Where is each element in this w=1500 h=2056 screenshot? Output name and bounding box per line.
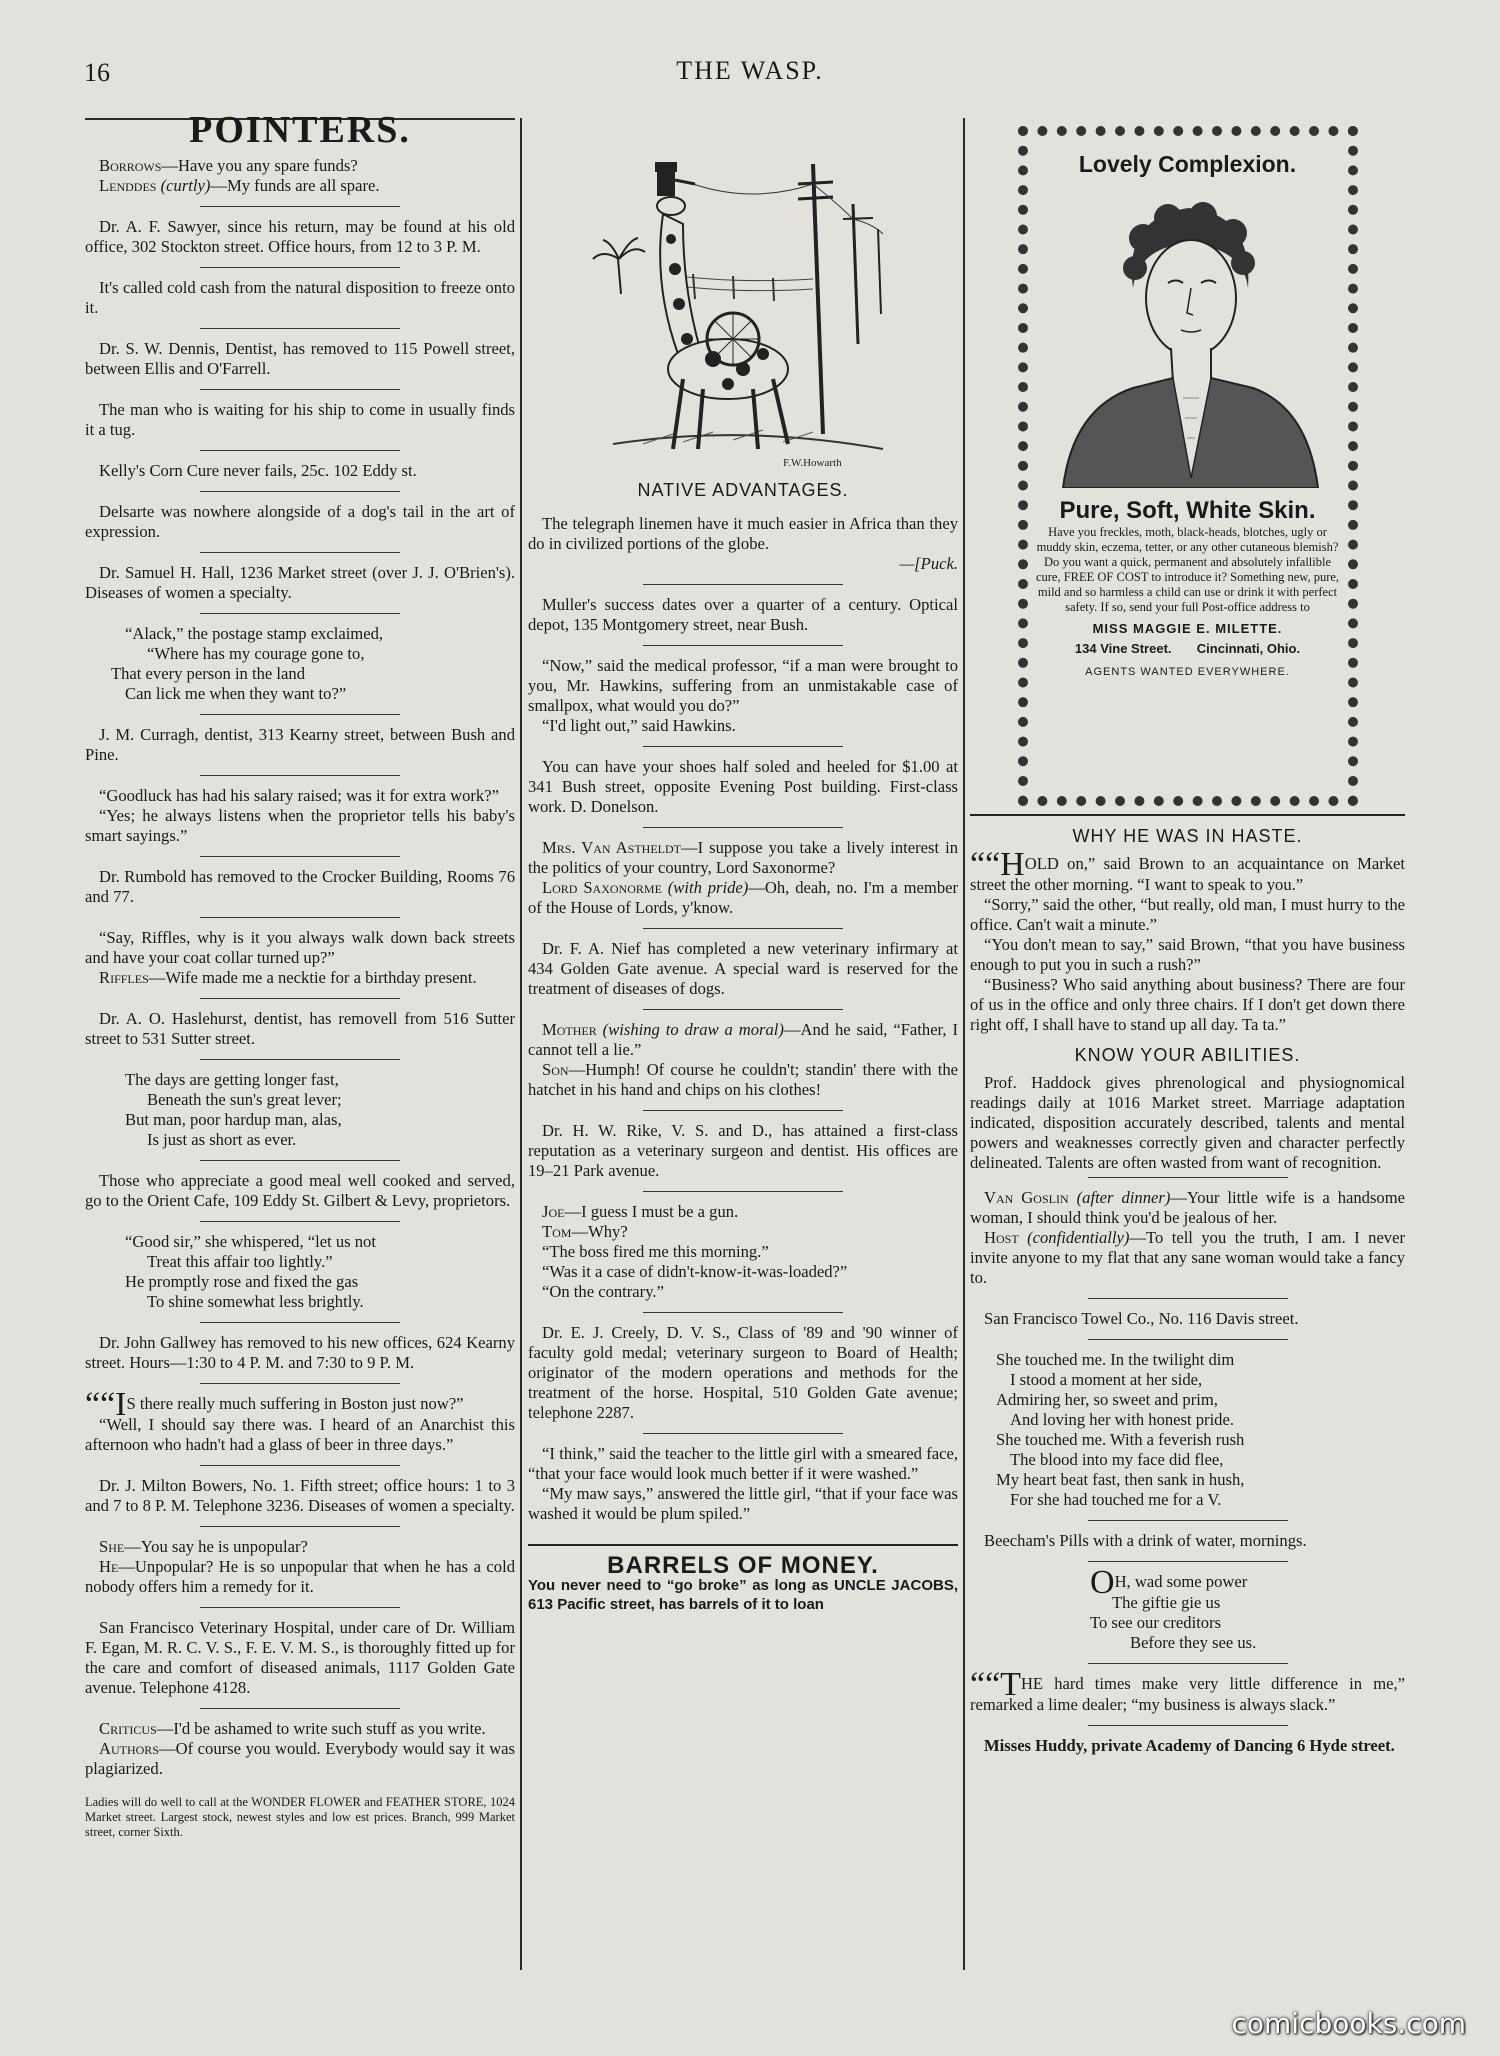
separator: [643, 928, 843, 929]
barrels-rule: [528, 1544, 958, 1546]
separator: [1088, 1298, 1288, 1299]
haste-first-para: ““HOLD on,” said Brown to an acquaintance on Market street the other morning. “I want to speak to you.”: [970, 846, 1405, 894]
dialog-text: “The boss fired me this morning.”: [542, 1242, 769, 1261]
paragraph: Dr. John Gallwey has removed to his new offices, 624 Kearny street. Hours—1:30 to 4 P. M. and 7:30 to 9 P. M.: [85, 1333, 515, 1372]
paragraph: “Yes; he always listens when the proprietor tells his baby's smart sayings.”: [85, 806, 515, 845]
speaker: Borrows: [99, 156, 162, 175]
credit: —[Puck.: [899, 554, 958, 573]
paragraph: “My maw says,” answered the little girl, “that if your face was washed it would be plum spiled.”: [528, 1484, 958, 1523]
poem-line: The blood into my face did flee,: [1010, 1450, 1224, 1469]
speaker: Tom: [542, 1222, 572, 1241]
pointer-item: [85, 780, 515, 852]
poem-line: Beneath the sun's great lever;: [147, 1090, 342, 1109]
pointer-item: [528, 1115, 958, 1187]
column-divider-1: [520, 118, 522, 1970]
paragraph: Dr. H. W. Rike, V. S. and D., has attained a first-class reputation as a veterinary surgeon and dentist. His offices are 19–21 Park avenue.: [528, 1121, 958, 1180]
haste-paragraph: “Sorry,” said the other, “but really, old man, I must hurry to the office. Can't wait a minute.”: [970, 895, 1405, 934]
dialog-text: —Humph! Of course he couldn't; standin' there with the hatchet in his hand and chips on his clothes!: [528, 1060, 958, 1099]
separator: [643, 584, 843, 585]
poem-line: Is just as short as ever.: [147, 1130, 297, 1149]
separator: [1088, 1520, 1288, 1521]
towel-notice: San Francisco Towel Co., No. 116 Davis street.: [984, 1309, 1299, 1328]
dialog-line: [85, 1719, 515, 1739]
paragraph: Dr. E. J. Creely, D. V. S., Class of '89 and '90 winner of faculty gold medal; veterinary surgeon to Board of Health; originator of the modern operations and methods for the treatment of the horse. Hospital, 510 Golden Gate avenue; telephone 2287.: [528, 1323, 958, 1422]
pointer-item: [85, 1327, 515, 1379]
pointer-item: [85, 1713, 515, 1785]
separator: [200, 856, 400, 857]
paragraph: Dr. Samuel H. Hall, 1236 Market street (over J. J. O'Brien's). Diseases of women a specialty.: [85, 563, 515, 602]
dialog-line: [528, 838, 958, 878]
page-number: 16: [84, 58, 110, 87]
column-divider-2: [963, 118, 965, 1970]
poem-line: “Good sir,” she whispered, “let us not: [125, 1232, 376, 1251]
paragraph: “Now,” said the medical professor, “if a man were brought to you, Mr. Hawkins, suffering from an unmistakable case of smallpox, what would you do?”: [528, 656, 958, 715]
dialog-text: “Say, Riffles, why is it you always walk down back streets and have your coat collar turned up?”: [85, 928, 515, 967]
dialog-text: —I guess I must be a gun.: [564, 1202, 739, 1221]
pointer-item: [85, 150, 515, 202]
paragraph: “I think,” said the teacher to the little girl with a smeared face, “that your face would look much better if it were washed.”: [528, 1444, 958, 1483]
haste-paragraph: “You don't mean to say,” said Brown, “that you have business enough to put you in such a rush?”: [970, 935, 1405, 974]
pointer-item: [85, 1470, 515, 1522]
pointer-item: [85, 618, 515, 710]
pointers-title: POINTERS.: [189, 109, 411, 151]
stage-direction: (wishing to draw a moral): [602, 1020, 784, 1039]
wad-line-2: The giftie gie us: [1112, 1593, 1221, 1612]
separator: [1088, 1339, 1288, 1340]
separator: [200, 917, 400, 918]
pointer-item: [528, 933, 958, 1005]
poem-line: “Alack,” the postage stamp exclaimed,: [125, 624, 384, 643]
dialog-line: [528, 1202, 958, 1222]
dialog-line: [85, 1739, 515, 1779]
dialog-line: [528, 1282, 958, 1302]
speaker: Host: [984, 1228, 1019, 1247]
separator: [200, 328, 400, 329]
paragraph: Dr. A. F. Sawyer, since his return, may be found at his old office, 302 Stockton street. Office hours, from 12 to 3 P. M.: [85, 217, 515, 256]
dialog-line: [85, 176, 515, 196]
haste-paragraph: “Business? Who said anything about business? There are four of us in the office and only three chairs. If I don't get down there right off, I shall have to stand up all day. Ta ta.”: [970, 975, 1405, 1034]
pointer-item: [85, 1165, 515, 1217]
pointer-item: [85, 1003, 515, 1055]
dialog-line: [85, 1557, 515, 1597]
dialog-line: [528, 1020, 958, 1060]
beecham-notice: Beecham's Pills with a drink of water, mornings.: [984, 1531, 1307, 1550]
pointer-item: [528, 751, 958, 823]
separator: [200, 1465, 400, 1466]
poem-line: Treat this affair too lightly.”: [147, 1252, 333, 1271]
pointer-item: [85, 1064, 515, 1156]
woman-portrait-illustration: [1043, 178, 1333, 488]
dialog-text: “On the contrary.”: [542, 1282, 664, 1301]
pointer-item: [85, 1531, 515, 1603]
dialog-line: [528, 1060, 958, 1100]
paragraph-text: S there really much suffering in Boston just now?”: [126, 1394, 464, 1413]
wad-dropcap: O: [1090, 1564, 1115, 1601]
paragraph: Dr. J. Milton Bowers, No. 1. Fifth street; office hours: 1 to 3 and 7 to 8 P. M. Telephone 3236. Diseases of women a specialty.: [85, 1476, 515, 1515]
wad-line-1: H, wad some power: [1114, 1572, 1248, 1591]
advert-subhead: Pure, Soft, White Skin.: [1059, 497, 1316, 524]
separator: [200, 1526, 400, 1527]
dialog-line: [970, 1188, 1405, 1228]
paragraph: Muller's success dates over a quarter of a century. Optical depot, 135 Montgomery street, near Bush.: [528, 595, 958, 634]
barrels-body: You never need to “go broke” as long as UNCLE JACOBS, 613 Pacific street, has barrels of it to loan: [528, 1577, 958, 1613]
separator: [643, 827, 843, 828]
poem-line: I stood a moment at her side,: [1010, 1370, 1203, 1389]
dialog-text: —Have you any spare funds?: [161, 156, 358, 175]
poem-line: Can lick me when they want to?”: [125, 684, 347, 703]
stage-direction: (with pride): [667, 878, 749, 897]
separator: [200, 998, 400, 999]
separator: [643, 1009, 843, 1010]
paragraph: J. M. Curragh, dentist, 313 Kearny street, between Bush and Pine.: [85, 725, 515, 764]
abilities-text: Prof. Haddock gives phrenological and physiognomical readings daily at 1016 Market street. Marriage adaptation indicated, disposition accurately described, talents and mental powers and weaknesses correctly given and character perfectly delineated. Talents are often wasted from want of recognition.: [970, 1073, 1405, 1172]
poem-line: She touched me. With a feverish rush: [996, 1430, 1245, 1449]
speaker: Mother: [542, 1020, 597, 1039]
stage-direction: (after dinner): [1076, 1188, 1171, 1207]
poem-line: “Where has my courage gone to,: [147, 644, 365, 663]
speaker: Authors: [99, 1739, 159, 1758]
wad-line-4: Before they see us.: [1130, 1633, 1257, 1652]
poem-line: She touched me. In the twilight dim: [996, 1350, 1235, 1369]
separator: [200, 1322, 400, 1323]
pointer-item: [85, 922, 515, 994]
separator: [200, 613, 400, 614]
speaker: Van Goslin: [984, 1188, 1069, 1207]
pointer-item: [528, 1014, 958, 1106]
pointer-item: [85, 272, 515, 324]
barrels-title: BARRELS OF MONEY.: [607, 1552, 879, 1579]
dialog-text: —And he said, “Father, I cannot tell a lie.”: [528, 1020, 958, 1059]
goslin-dialog: [970, 1182, 1405, 1294]
pointer-item: [528, 589, 958, 641]
separator: [200, 1607, 400, 1608]
pointer-item: [85, 394, 515, 446]
separator: [1088, 1725, 1288, 1726]
poem-line: That every person in the land: [111, 664, 305, 683]
paragraph: “Goodluck has had his salary raised; was it for extra work?”: [99, 786, 499, 805]
speaker: Mrs. Van Astheldt: [542, 838, 681, 857]
pointer-item: [85, 455, 515, 487]
paragraph: The man who is waiting for his ship to come in usually finds it a tug.: [85, 400, 515, 439]
dialog-line: [85, 156, 515, 176]
paragraph: It's called cold cash from the natural disposition to freeze onto it.: [85, 278, 515, 317]
dialog-line: [528, 1222, 958, 1242]
dialog-text: —Why?: [571, 1222, 628, 1241]
paragraph: San Francisco Veterinary Hospital, under care of Dr. William F. Egan, M. R. C. V. S., F. E. V. M. S., is thoroughly fitted up for the care and comfort of diseased animals, 1117 Golden Gate avenue. Telephone 4128.: [85, 1618, 515, 1697]
poem-wad: [970, 1566, 1405, 1659]
pointer-item: [85, 861, 515, 913]
speaker: Riffles: [99, 968, 149, 987]
native-advantages-title: NATIVE ADVANTAGES.: [637, 480, 849, 500]
paragraph: “I'd light out,” said Hawkins.: [542, 716, 736, 735]
giraffe-lineman-illustration: [583, 144, 903, 474]
abilities-title: KNOW YOUR ABILITIES.: [1074, 1045, 1301, 1065]
illustration-signature: F.W.Howarth: [783, 457, 842, 469]
dialog-line: [970, 1228, 1405, 1288]
separator: [200, 1383, 400, 1384]
pointer-item: [85, 1388, 515, 1461]
footnote-wonder-flower: Ladies will do well to call at the WONDER FLOWER and FEATHER STORE, 1024 Market street. Largest stock, newest styles and low est prices. Branch, 999 Market street, corner Sixth.: [85, 1795, 515, 1839]
dropcap: ““I: [85, 1386, 127, 1423]
hardtimes-dropcap: ““T: [970, 1666, 1021, 1703]
dialog-line: [85, 928, 515, 968]
middle-items: [528, 508, 958, 1530]
dialog-text: —Unpopular? He is so unpopular that when he has a cold nobody offers him a remedy for it.: [85, 1557, 515, 1596]
dialog-line: [85, 968, 515, 988]
separator: [643, 1110, 843, 1111]
advert-agents: AGENTS WANTED EVERYWHERE.: [1085, 666, 1290, 678]
pointer-item: [85, 719, 515, 771]
separator: [200, 206, 400, 207]
speaker: Lenddes: [99, 176, 157, 195]
separator: [643, 645, 843, 646]
speaker: Lord Saxonorme: [542, 878, 662, 897]
paragraph: The telegraph linemen have it much easier in Africa than they do in civilized portions of the globe.: [528, 514, 958, 553]
stage-direction: (confidentially): [1027, 1228, 1130, 1247]
paragraph: Dr. Rumbold has removed to the Crocker Building, Rooms 76 and 77.: [85, 867, 515, 906]
paragraph: [85, 1386, 515, 1423]
masthead: THE WASP.: [676, 56, 824, 85]
separator: [200, 1059, 400, 1060]
separator: [1088, 1177, 1288, 1178]
dialog-text: —Your little wife is a handsome woman, I should think you'd be jealous of her.: [970, 1188, 1405, 1227]
speaker: He: [99, 1557, 119, 1576]
pointers-items: [85, 150, 515, 1785]
dialog-text: —Of course you would. Everybody would say it was plagiarized.: [85, 1739, 515, 1778]
watermark: comicbooks.com: [1231, 2007, 1466, 2040]
wad-line-3: To see our creditors: [1090, 1613, 1222, 1632]
paragraph: Dr. F. A. Nief has completed a new veterinary infirmary at 434 Golden Gate avenue. A special ward is reserved for the treatment of diseases of dogs.: [528, 939, 958, 998]
poem-line: The days are getting longer fast,: [125, 1070, 339, 1089]
dialog-line: [528, 878, 958, 918]
advert-address: 134 Vine Street. Cincinnati, Ohio.: [1074, 641, 1301, 656]
separator: [643, 1312, 843, 1313]
dialog-text: —I suppose you take a lively interest in the politics of your country, Lord Saxonorme?: [528, 838, 959, 877]
hardtimes-para: ““THE hard times make very little difference in me,” remarked a lime dealer; “my business is always slack.”: [970, 1666, 1405, 1714]
separator: [200, 1708, 400, 1709]
poem-touched-me: [970, 1344, 1405, 1516]
poem-line: My heart beat fast, then sank in hush,: [996, 1470, 1245, 1489]
separator: [643, 746, 843, 747]
paragraph: Kelly's Corn Cure never fails, 25c. 102 Eddy st.: [99, 461, 417, 480]
speaker: Son: [542, 1060, 569, 1079]
pointer-item: [528, 1317, 958, 1429]
poem-line: He promptly rose and fixed the gas: [125, 1272, 359, 1291]
column-pointers: [85, 109, 515, 1840]
haste-dropcap: ““H: [970, 846, 1025, 883]
huddy-notice: Misses Huddy, private Academy of Dancing 6 Hyde street.: [984, 1736, 1395, 1755]
separator: [643, 1191, 843, 1192]
separator: [200, 450, 400, 451]
haste-title: WHY HE WAS IN HASTE.: [1072, 826, 1303, 846]
poem-line: To shine somewhat less brightly.: [147, 1292, 364, 1311]
separator: [200, 714, 400, 715]
advert-headline: Lovely Complexion.: [1078, 151, 1297, 177]
paragraph: Dr. A. O. Haslehurst, dentist, has removell from 516 Sutter street to 531 Sutter street.: [85, 1009, 515, 1048]
paragraph: You can have your shoes half soled and heeled for $1.00 at 341 Bush street, opposite Evening Post building. First-class work. D. Donelson.: [528, 757, 958, 816]
dialog-text: —Oh, deah, no. I'm a member of the House of Lords, y'know.: [528, 878, 959, 917]
separator: [1088, 1663, 1288, 1664]
pointer-item: [528, 508, 958, 580]
separator: [200, 491, 400, 492]
pointer-item: [85, 211, 515, 263]
pointer-item: [528, 1438, 958, 1530]
pointer-item: [85, 557, 515, 609]
paragraph: Delsarte was nowhere alongside of a dog's tail in the art of expression.: [85, 502, 515, 541]
separator: [200, 267, 400, 268]
dialog-text: —I'd be ashamed to write such stuff as you write.: [156, 1719, 486, 1738]
poem-line: Admiring her, so sweet and prim,: [996, 1390, 1218, 1409]
haste-paras: [970, 895, 1405, 1035]
dialog-text: “Was it a case of didn't-know-it-was-loaded?”: [542, 1262, 848, 1281]
poem-line: But man, poor hardup man, alas,: [125, 1110, 342, 1129]
pointer-item: [85, 1226, 515, 1318]
dialog-text: —Wife made me a necktie for a birthday present.: [148, 968, 477, 987]
speaker: She: [99, 1537, 125, 1556]
poem-line: For she had touched me for a V.: [1010, 1490, 1222, 1509]
dialog-line: [528, 1242, 958, 1262]
dialog-line: [85, 1537, 515, 1557]
dialog-text: —You say he is unpopular?: [124, 1537, 308, 1556]
paragraph: Dr. S. W. Dennis, Dentist, has removed to 115 Powell street, between Ellis and O'Farrell.: [85, 339, 515, 378]
separator: [200, 389, 400, 390]
separator: [200, 552, 400, 553]
column-middle: [528, 118, 958, 1614]
paragraph: Those who appreciate a good meal well cooked and served, go to the Orient Cafe, 109 Eddy St. Gilbert & Levy, proprietors.: [85, 1171, 515, 1210]
separator: [1088, 1561, 1288, 1562]
pointer-item: [528, 650, 958, 742]
separator: [200, 1160, 400, 1161]
speaker: Joe: [542, 1202, 565, 1221]
speaker: Criticus: [99, 1719, 157, 1738]
poem-line: And loving her with honest pride.: [1010, 1410, 1234, 1429]
advert-body: Have you freckles, moth, black-heads, blotches, ugly or muddy skin, eczema, tetter, or any other cutaneous blemish? Do you want a quick, permanent and absolutely infallible cure, FREE OF COST to introduce it? Something new, pure, mild and so harmless a child can use or drink it with perfect safety. If so, send your full Post-office address to: [1035, 525, 1340, 614]
complexion-advert: [1018, 126, 1358, 806]
pointer-item: [85, 496, 515, 548]
pointer-item: [528, 832, 958, 924]
separator: [200, 775, 400, 776]
pointer-item: [85, 333, 515, 385]
stage-direction: (curtly): [160, 176, 211, 195]
separator: [200, 1221, 400, 1222]
dialog-line: [528, 1262, 958, 1282]
pointer-item: [528, 1196, 958, 1308]
advert-name: MISS MAGGIE E. MILETTE.: [1092, 621, 1283, 636]
column-right: [970, 118, 1405, 1762]
pointer-item: [85, 1612, 515, 1704]
dialog-text: —My funds are all spare.: [210, 176, 380, 195]
dialog-text: —To tell you the truth, I am. I never invite anyone to my flat that any sane woman would take a fancy to.: [970, 1228, 1405, 1287]
ad-bottom-rule: [970, 814, 1405, 816]
paragraph: “Well, I should say there was. I heard of an Anarchist this afternoon who hadn't had a glass of beer in three days.”: [85, 1415, 515, 1454]
separator: [643, 1433, 843, 1434]
